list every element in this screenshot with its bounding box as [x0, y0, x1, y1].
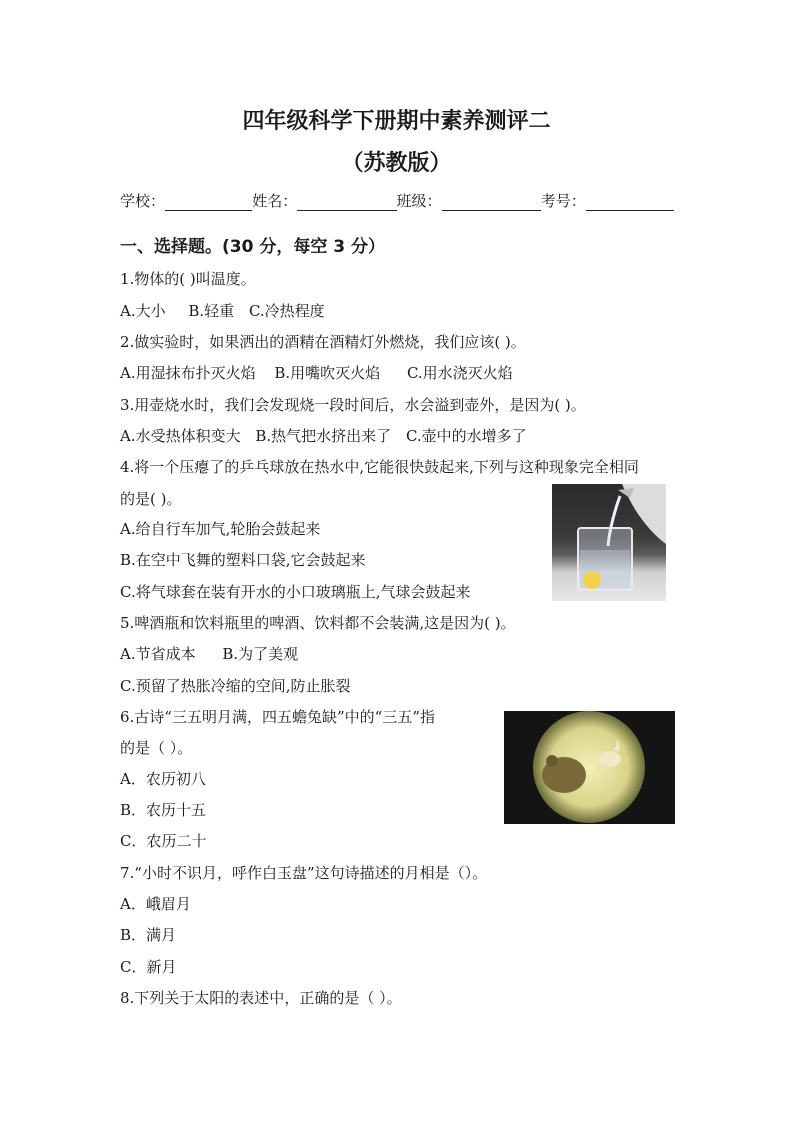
- question-4-option-a: A.给自行车加气,轮胎会鼓起来: [120, 520, 321, 538]
- question-5-stem: 5.啤酒瓶和饮料瓶里的啤酒、饮料都不会装满,这是因为( )。: [120, 614, 516, 632]
- option: C.用水浇灭火焰: [406, 364, 513, 382]
- question-2-options: [120, 362, 513, 383]
- school-blank[interactable]: [165, 193, 252, 211]
- class-label: 班级：: [396, 192, 442, 210]
- question-2-stem: 2.做实验时，如果洒出的酒精在酒精灯外燃烧，我们应该( )。: [120, 333, 526, 351]
- option: B.用嘴吹灭火焰: [274, 364, 381, 382]
- page-subtitle: （苏教版）: [341, 151, 452, 176]
- question-4-option-b: B.在空中飞舞的塑料口袋,它会鼓起来: [120, 551, 366, 569]
- question-3-stem: 3.用壶烧水时，我们会发现烧一段时间后，水会溢到壶外，是因为( )。: [120, 396, 586, 414]
- section-heading: 一、选择题。(30 分，每空 3 分）: [120, 237, 386, 257]
- name-label: 姓名：: [252, 192, 298, 210]
- option: B.热气把水挤出来了: [255, 427, 392, 445]
- question-1-stem: 1.物体的( )叫温度。: [120, 270, 256, 288]
- question-7-stem: 7.“小时不识月，呼作白玉盘”这句诗描述的月相是（）。: [120, 864, 488, 882]
- name-blank[interactable]: [297, 193, 396, 211]
- question-5-option-c: C.预留了热胀冷缩的空间,防止胀裂: [120, 677, 351, 695]
- student-info-line: [120, 190, 674, 211]
- option: A.用湿抹布扑灭火焰: [120, 364, 256, 382]
- question-6-option-c: C．农历二十: [120, 832, 207, 850]
- question-7-option-b: B．满月: [120, 926, 177, 944]
- question-6-option-b: B．农历十五: [120, 801, 207, 819]
- option: C.壶中的水增多了: [405, 427, 527, 445]
- question-4-stem-cont: 的是( )。: [120, 490, 182, 508]
- question-1-options: [120, 300, 325, 321]
- kettle-pouring-photo: [552, 484, 666, 601]
- question-7-option-a: A．峨眉月: [120, 895, 191, 913]
- question-5-options: [120, 643, 298, 664]
- page-title: 四年级科学下册期中素养测评二: [242, 109, 551, 134]
- number-blank[interactable]: [586, 193, 674, 211]
- class-blank[interactable]: [442, 193, 541, 211]
- moon-illustration: [504, 711, 675, 824]
- question-4-option-c: C.将气球套在装有开水的小口玻璃瓶上,气球会鼓起来: [120, 583, 471, 601]
- question-6-stem-cont: 的是（ ）。: [120, 739, 193, 757]
- option: B.轻重: [188, 302, 235, 320]
- rabbit: [599, 751, 621, 767]
- number-label: 考号：: [540, 192, 586, 210]
- option: A.节省成本: [120, 645, 196, 663]
- question-6-stem: 6.古诗“三五明月满，四五蟾兔缺”中的“三五”指: [120, 708, 435, 726]
- option: C.冷热程度: [248, 302, 325, 320]
- toad-head: [546, 755, 558, 767]
- question-7-option-c: C．新月: [120, 958, 177, 976]
- question-4-stem: 4.将一个压瘪了的乒乓球放在热水中,它能很快鼓起来,下列与这种现象完全相同: [120, 458, 639, 476]
- school-label: 学校：: [120, 192, 166, 210]
- ping-pong-ball: [583, 571, 601, 589]
- question-8-stem: 8.下列关于太阳的表述中，正确的是（ ）。: [120, 989, 402, 1007]
- option: B.为了美观: [222, 645, 299, 663]
- option: A.大小: [120, 302, 166, 320]
- question-6-option-a: A．农历初八: [120, 770, 206, 788]
- question-3-options: [120, 425, 527, 446]
- kettle-illustration: [552, 484, 666, 601]
- moon-toad-rabbit-photo: [504, 711, 675, 824]
- option: A.水受热体积变大: [120, 427, 241, 445]
